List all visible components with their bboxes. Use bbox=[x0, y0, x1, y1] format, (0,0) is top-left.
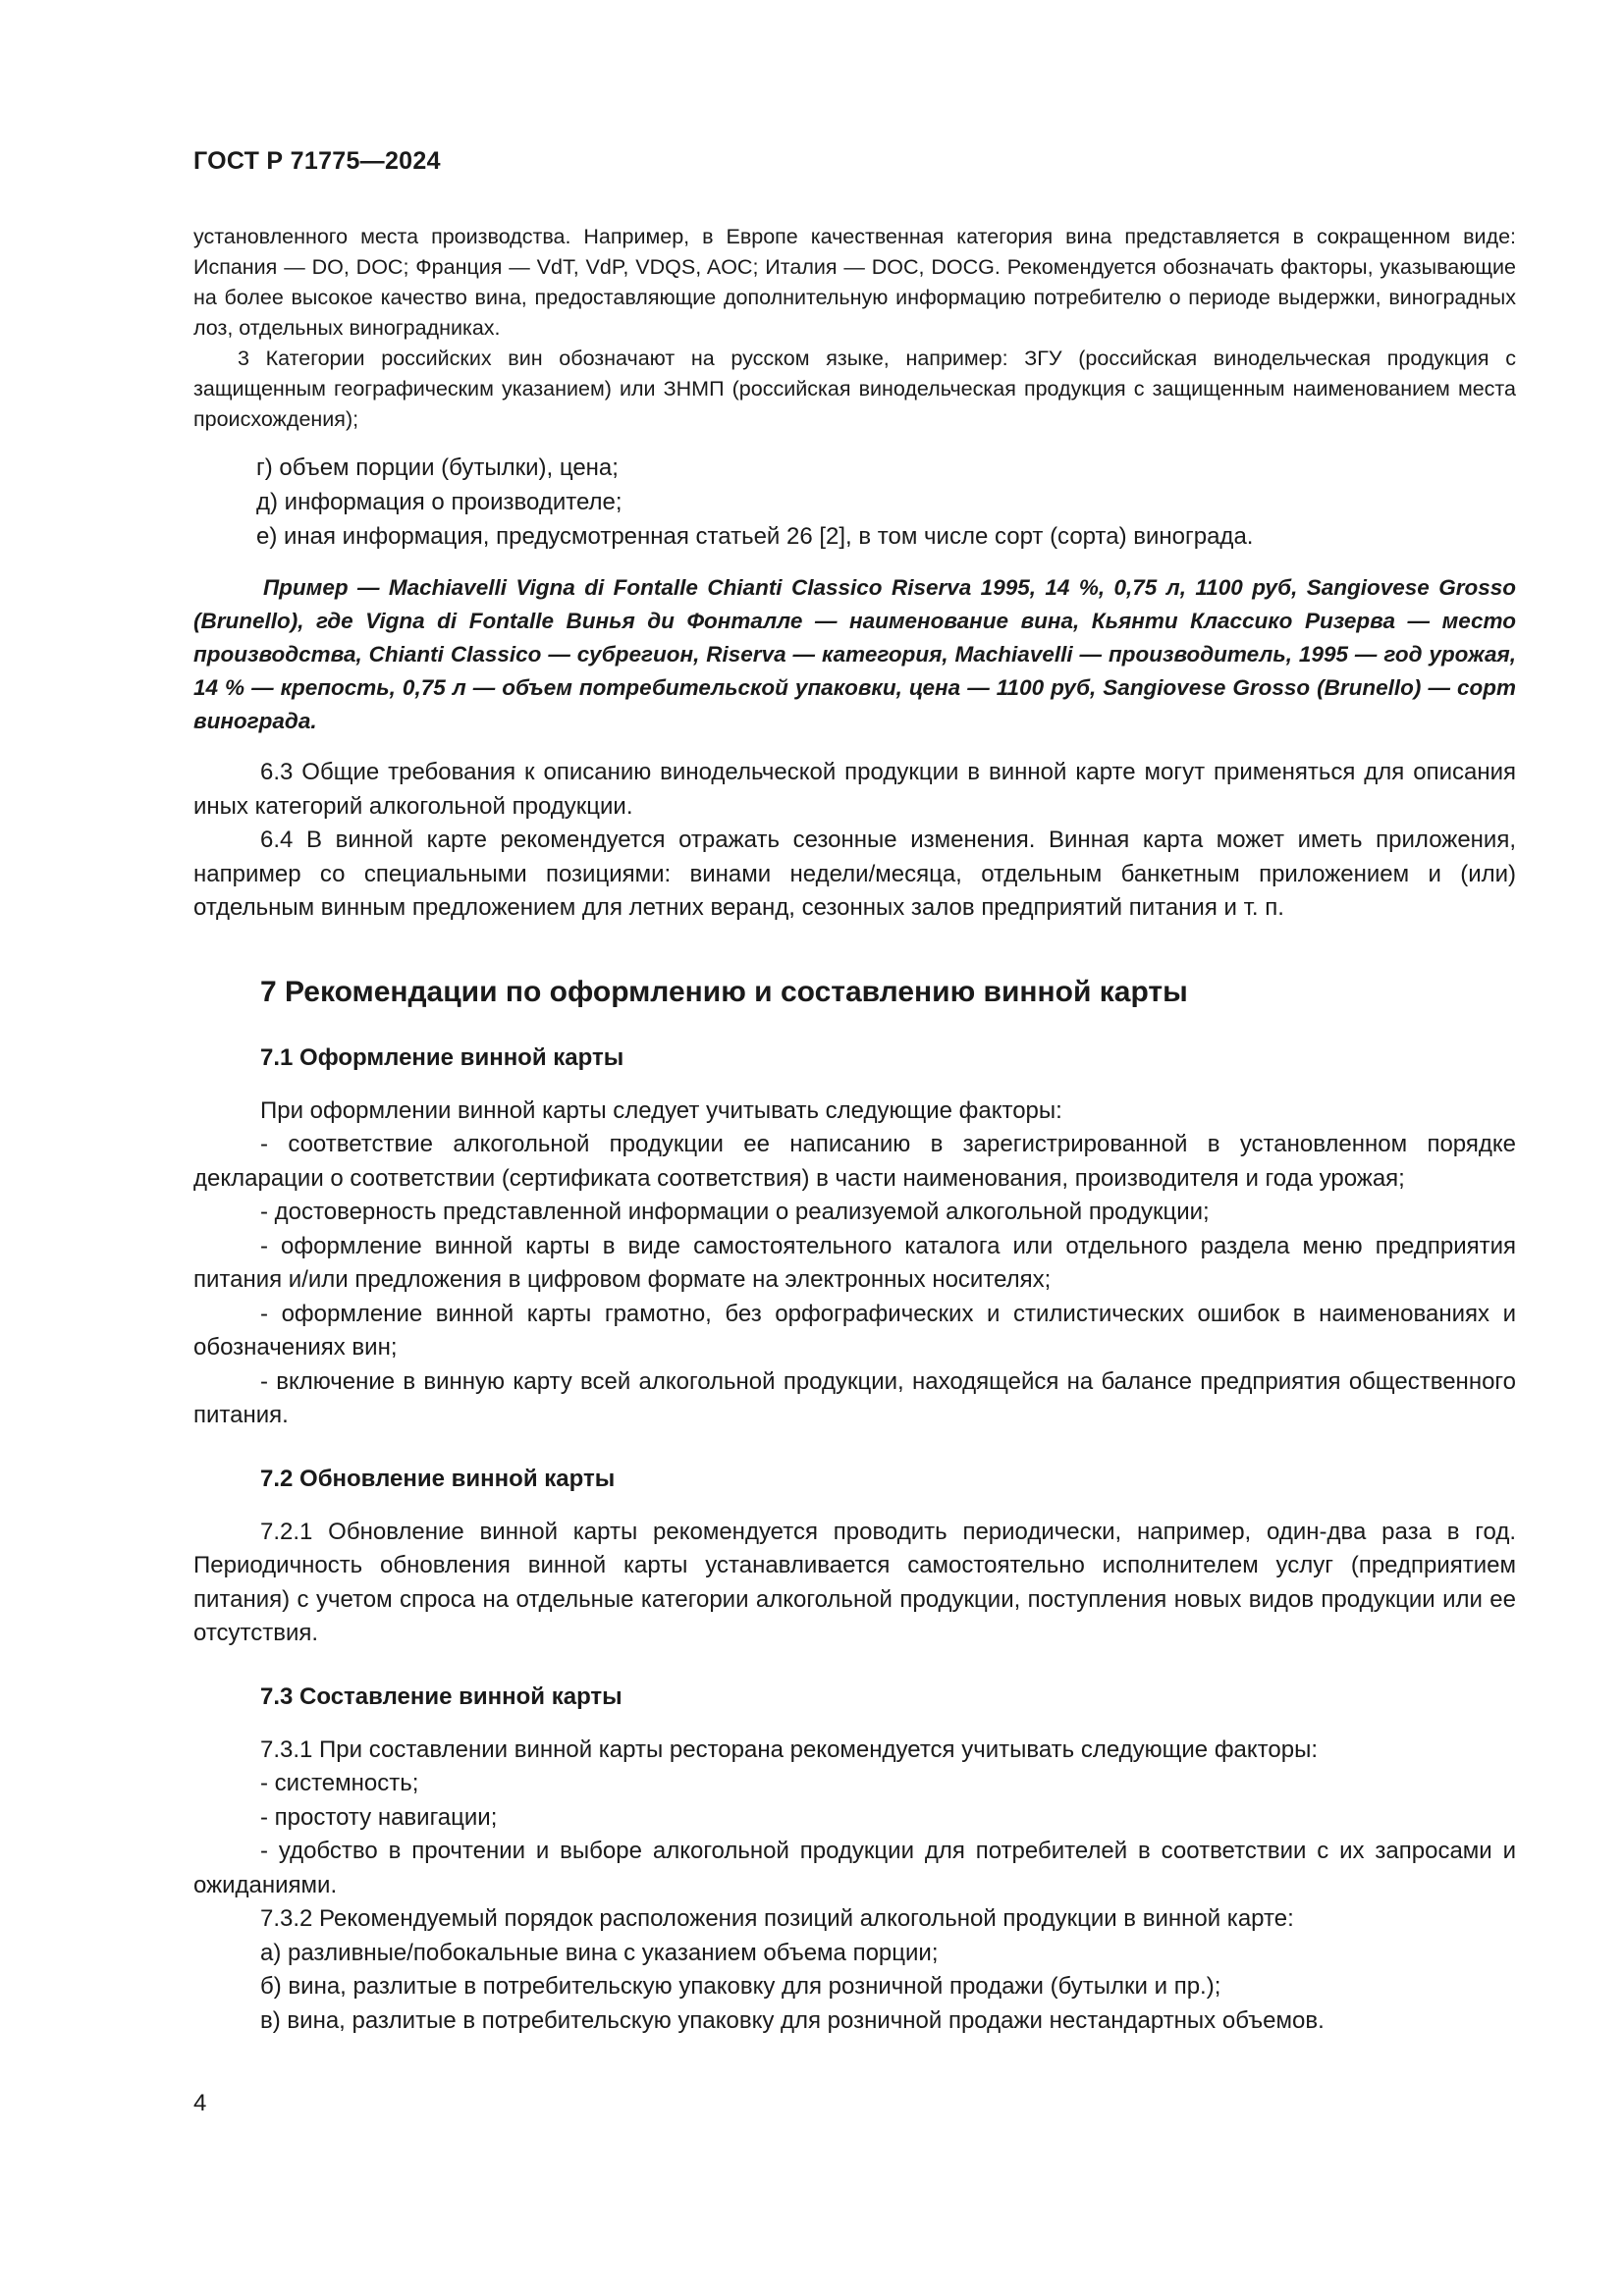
list-item: - удобство в прочтении и выборе алкогольной продукции для потребителей в соответствии с их запросами и ожиданиями. bbox=[193, 1838, 1516, 1898]
list-item: - включение в винную карту всей алкогольной продукции, находящейся на балансе предприятия общественного питания. bbox=[193, 1367, 1516, 1428]
list-item: - системность; bbox=[260, 1770, 419, 1796]
list-item: д) информация о производителе; bbox=[256, 489, 623, 515]
list-item: е) иная информация, предусмотренная статьей 26 [2], в том числе сорт (сорта) винограда. bbox=[256, 523, 1254, 550]
note-paragraph: установленного места производства. Например, в Европе качественная категория вина представляется в сокращенном виде: Испания — DO, DOC; Франция — VdT, VdP, VDQS, AOC; Италия — DOC, DOCG. Рекомендуется обозначать факторы, указывающие на более высокое качество вина, предоставляющие дополнительную информацию потребителю о периоде выдержки, виноградных лоз, отдельных виноградниках. bbox=[193, 225, 1516, 340]
list-item: - достоверность представленной информации о реализуемой алкогольной продукции; bbox=[260, 1199, 1210, 1225]
subsection-7-1-title: 7.1 Оформление винной карты bbox=[260, 1043, 624, 1071]
info-list bbox=[193, 451, 1516, 554]
paragraph: 7.3.1 При составлении винной карты ресторана рекомендуется учитывать следующие факторы: bbox=[260, 1735, 1319, 1763]
list-item: - оформление винной карты грамотно, без орфографических и стилистических ошибок в наименованиях и обозначениях вин; bbox=[193, 1300, 1516, 1361]
paragraph: 7.3.2 Рекомендуемый порядок расположения позиций алкогольной продукции в винной карте: bbox=[260, 1905, 1294, 1932]
list-item: - соответствие алкогольной продукции ее написанию в зарегистрированной в установленном порядке декларации о соответствии (сертификата соответствия) в части наименования, производителя и года урожая; bbox=[193, 1131, 1516, 1192]
clause-6-3: 6.3 Общие требования к описанию винодельческой продукции в винной карте могут применяться для описания иных категорий алкогольной продукции. bbox=[193, 759, 1516, 820]
clauses-6 bbox=[193, 756, 1516, 926]
list-item: а) разливные/побокальные вина с указанием объема порции; bbox=[260, 1939, 939, 1966]
standard-header: ГОСТ Р 71775—2024 bbox=[193, 147, 441, 175]
paragraph: При оформлении винной карты следует учитывать следующие факторы: bbox=[260, 1096, 1062, 1124]
list-item: г) объем порции (бутылки), цена; bbox=[256, 454, 619, 481]
page-number: 4 bbox=[193, 2090, 207, 2116]
subsection-7-3-body bbox=[193, 1734, 1516, 2039]
subsection-7-2-title: 7.2 Обновление винной карты bbox=[260, 1465, 616, 1492]
example-block: Пример — Machiavelli Vigna di Fontalle Chianti Classico Riserva 1995, 14 %, 0,75 л, 1100 руб, Sangiovese Grosso (Brunello), где Vigna di Fontalle Винья ди Фонталле — наименование вина, Кьянти Классико Ризерва — место производства, Chianti Classico — субрегион, Riserva — категория, Machiavelli — производитель, 1995 — год урожая, 14 % — крепость, 0,75 л — объем потребительской упаковки, цена — 1100 руб, Sangiovese Grosso (Brunello) — сорт винограда. bbox=[193, 575, 1516, 733]
page-content bbox=[193, 222, 1516, 2038]
section-7-title: 7 Рекомендации по оформлению и составлению винной карты bbox=[260, 975, 1188, 1008]
note-paragraph: 3 Категории российских вин обозначают на русском языке, например: ЗГУ (российская винодельческая продукция с защищенным географическим указанием) или ЗНМП (российская винодельческая продукция с защищенным наименованием места происхождения); bbox=[193, 347, 1516, 431]
list-item: в) вина, разлитые в потребительскую упаковку для розничной продажи нестандартных объемов. bbox=[260, 2006, 1325, 2034]
subsection-7-3-title: 7.3 Составление винной карты bbox=[260, 1682, 623, 1710]
subsection-7-1-body bbox=[193, 1095, 1516, 1433]
clause-6-4: 6.4 В винной карте рекомендуется отражать сезонные изменения. Винная карта может иметь приложения, например со специальными позициями: винами недели/месяца, отдельным банкетным приложением и (или) отдельным винным предложением для летних веранд, сезонных залов предприятий питания и т. п. bbox=[193, 827, 1516, 921]
list-item: - простоту навигации; bbox=[260, 1803, 498, 1831]
note-block bbox=[193, 222, 1516, 435]
list-item: - оформление винной карты в виде самостоятельного каталога или отдельного раздела меню предприятия питания и/или предложения в цифровом формате на электронных носителях; bbox=[193, 1232, 1516, 1293]
paragraph: 7.2.1 Обновление винной карты рекомендуется проводить периодически, например, один-два раза в год. Периодичность обновления винной карты устанавливается самостоятельно исполнителем услуг (предприятием питания) с учетом спроса на отдельные категории алкогольной продукции, поступления новых видов продукции или ее отсутствия. bbox=[193, 1518, 1516, 1646]
subsection-7-2-body bbox=[193, 1516, 1516, 1651]
list-item: б) вина, разлитые в потребительскую упаковку для розничной продажи (бутылки и пр.); bbox=[260, 1973, 1221, 2000]
